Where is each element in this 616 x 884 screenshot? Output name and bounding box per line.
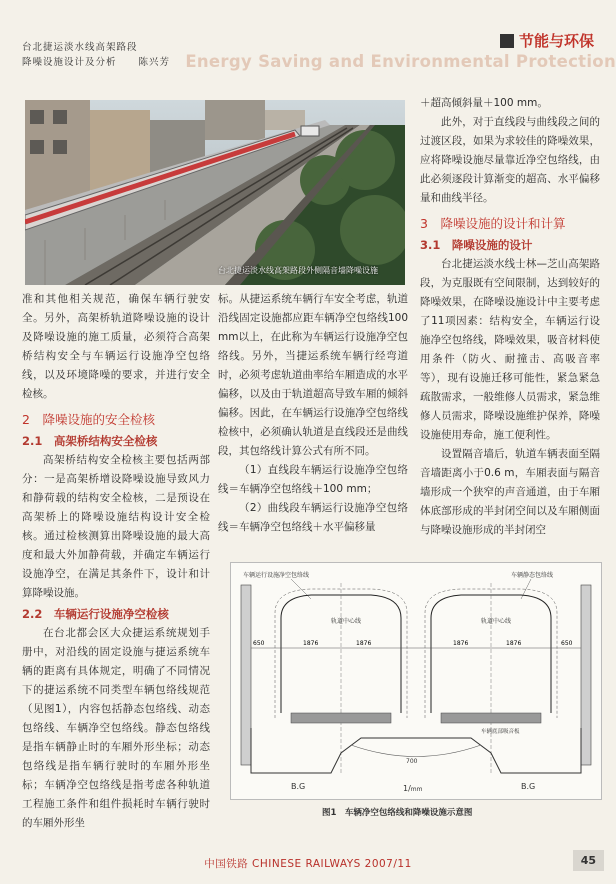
- scale-label: 1/mm: [403, 784, 423, 793]
- label-right: 车辆静态包络线: [511, 572, 554, 579]
- paragraph: 设置隔音墙后，轨道车辆表面至隔音墙距离小于0.6 m，车厢表面与隔音墙形成一个狭窄的声音通道，由于车厢体底部形成的半封闭空间以及车厢侧面与降噪设施形成的半封闭空: [420, 448, 600, 536]
- section-title: 节能与环保: [518, 32, 594, 50]
- paragraph: 准和其他相关规范，确保车辆行驶安全。另外，高架桥轨道降噪设施的设计及降噪设施的施工质量，必须符合高架桥结构安全与车辆运行设施净空包络线，以及环境降噪的要求，并进行安全检核。: [22, 293, 210, 400]
- photo-caption: 台北捷运淡水线高架路段外侧隔音墙降噪设施: [218, 266, 378, 275]
- section-badge: [500, 30, 594, 51]
- dim-left-1: 650: [253, 640, 265, 647]
- label-left: 车辆运行设施净空包络线: [243, 572, 310, 579]
- train-envelope-left: [281, 595, 401, 713]
- running-header: [22, 40, 170, 70]
- noise-barrier-right: [581, 585, 591, 765]
- paragraph: 台北捷运淡水线士林—芝山高架路段，为克服既有空间限制，达到较好的降噪效果，在降噪设施设计中主要考虑了11项因素：结构安全，车辆运行设施净空包络线，降噪效果，吸音材料使用条件（防火、耐撞击、高吸音率等），现有设施迁移可能性，紧急紧急疏散需求，一般维修人员需求，紧急维修人员需求，降噪设施维护保养，降噪设施使用寿命，施工便利性。: [420, 258, 600, 441]
- dim-left-2: 1876: [303, 640, 319, 647]
- elevated-track-photo: [25, 100, 405, 285]
- viaduct-section: [251, 728, 581, 773]
- paragraph: 在台北都会区大众捷运系统规划手册中，对沿线的固定设施与捷运系统车辆的距离有具体规定，明确了不同情况下的捷运系统不同类型车辆包络线规范（见图1），内容包括静态包络线、动态包络线、车辆净空包络线。静态包络线是指车辆静止时的车厢外形坐标；动态包络线是指车辆行驶时的车厢外形坐标；车辆净空包络线是指考虑各种轨道工程施工条件和组件损耗时车辆行驶时的车厢外形坐: [22, 627, 210, 829]
- section-heading-2: 2 降噪设施的安全检核: [22, 412, 155, 427]
- paragraph: ＋超高倾斜量＋100 mm。: [420, 97, 548, 109]
- column-1: [22, 290, 210, 833]
- author-name: 陈兴芳: [138, 57, 171, 68]
- subsection-heading-2-1: 2.1 高架桥结构安全检核: [22, 434, 158, 448]
- section-title-english: Energy Saving and Environmental Protection: [185, 52, 616, 71]
- legend-bg-right: B.G: [521, 782, 536, 791]
- formula-straight: （1）直线段车辆运行设施净空包络线＝车辆净空包络线＋100 mm；: [218, 464, 408, 495]
- clearance-envelope-diagram: [230, 562, 602, 800]
- center-line-right: 轨道中心线: [481, 618, 512, 625]
- subsection-heading-2-2: 2.2 车辆运行设施净空检核: [22, 607, 169, 621]
- figure-caption: 图1 车辆净空包络线和降噪设施示意图: [322, 808, 473, 818]
- dim-right-1: 1876: [453, 640, 469, 647]
- dim-right-3: 650: [561, 640, 573, 647]
- section-heading-3: 3 降噪设施的设计和计算: [420, 216, 566, 231]
- paragraph: 标。从捷运系统车辆行车安全考虑，轨道沿线固定设施都应距车辆净空包络线100 mm以上，在此称为车辆运行设施净空包络线。另外，当捷运系统车辆行经弯道时，必须考虑轨道曲率给车厢造成的水平偏移，以及由于轨道超高导致车厢的倾斜偏移。因此，在车辆运行设施净空包络线检核中，必须确认轨道是直线段还是曲线段，其包络线计算公式有所不同。: [218, 293, 408, 457]
- section-bar-icon: [500, 34, 514, 48]
- paragraph: 此外，对于直线段与曲线段之间的过渡区段，如果为求较佳的降噪效果，应将降噪设施尽量靠近净空包络线，由此必须逐段计算渐变的超高、水平偏移量和曲线半径。: [420, 116, 600, 204]
- header-line-1: 台北捷运淡水线高架路段: [22, 42, 138, 53]
- center-line-left: 轨道中心线: [331, 618, 362, 625]
- legend-bg-left: B.G: [291, 782, 306, 791]
- absorber-note: 车辆底部吸音板: [481, 729, 520, 735]
- column-2: [218, 290, 408, 537]
- footer-journal: 中国铁路 CHINESE RAILWAYS 2007/11: [204, 858, 412, 870]
- dim-left-3: 1876: [356, 640, 372, 647]
- header-line-2: 降噪设施设计及分析: [22, 57, 117, 68]
- bottom-dimension: 700: [406, 758, 418, 765]
- subsection-heading-3-1: 3.1 降噪设施的设计: [420, 238, 533, 252]
- noise-barrier-left: [241, 585, 251, 765]
- column-3: [420, 94, 600, 540]
- paragraph: 高架桥结构安全检核主要包括两部分：一是高架桥增设降噪设施导致风力和静荷载的结构安全检核，二是预设在高架桥上的降噪设施结构设计安全检核。通过检核测算出降噪设施的最大高度和最大外加静荷载，并确定车辆运行设施净空，在满足其条件下，设计和计算降噪设施。: [22, 454, 210, 599]
- dim-right-2: 1876: [506, 640, 522, 647]
- page-number: 45: [573, 850, 604, 871]
- formula-curve: （2）曲线段车辆运行设施净空包络线＝车辆净空包络线＋水平偏移量: [218, 502, 408, 533]
- train-envelope-right: [431, 595, 551, 713]
